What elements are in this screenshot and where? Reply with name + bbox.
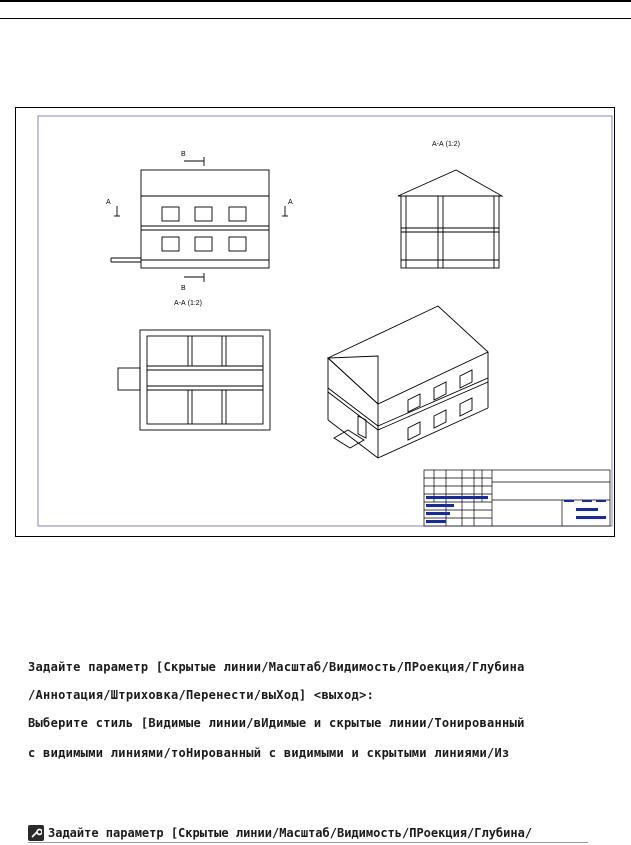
command-prompt[interactable]: Задайте параметр [Скрытые линии/Масштаб/Видимость/ПРоекция/Глубина/	[48, 826, 533, 840]
command-history-line-2: /Аннотация/Штриховка/Перенести/выХод] <выход>:	[28, 688, 375, 702]
top-rule-secondary	[0, 18, 631, 19]
drawing-viewport[interactable]	[15, 107, 615, 537]
plan-view	[118, 330, 270, 430]
section-label-top: А-А (1:2)	[432, 141, 461, 148]
cut-label-bottom: В	[181, 285, 186, 292]
section-view	[398, 170, 502, 268]
cut-label-top: В	[181, 151, 186, 158]
cut-label-left: А	[106, 199, 111, 206]
command-history-line-3: Выберите стиль [Видимые линии/вИдимые и скрытые линии/Тонированный	[28, 716, 525, 730]
command-history-line-1: Задайте параметр [Скрытые линии/Масштаб/Видимость/ПРоекция/Глубина	[28, 660, 525, 674]
drawing-canvas[interactable]	[16, 108, 616, 538]
section-label-left: А-А (1:2)	[174, 300, 203, 307]
command-line[interactable]	[28, 824, 588, 843]
drawing-frame	[38, 116, 612, 526]
front-elevation	[111, 157, 288, 282]
wrench-icon[interactable]	[28, 825, 44, 841]
cut-label-right: А	[288, 199, 293, 206]
isometric-view	[328, 306, 488, 458]
command-history-line-4: с видимыми линиями/тоНированный с видимыми и скрытыми линиями/Из	[28, 746, 510, 760]
top-rule	[0, 0, 631, 2]
